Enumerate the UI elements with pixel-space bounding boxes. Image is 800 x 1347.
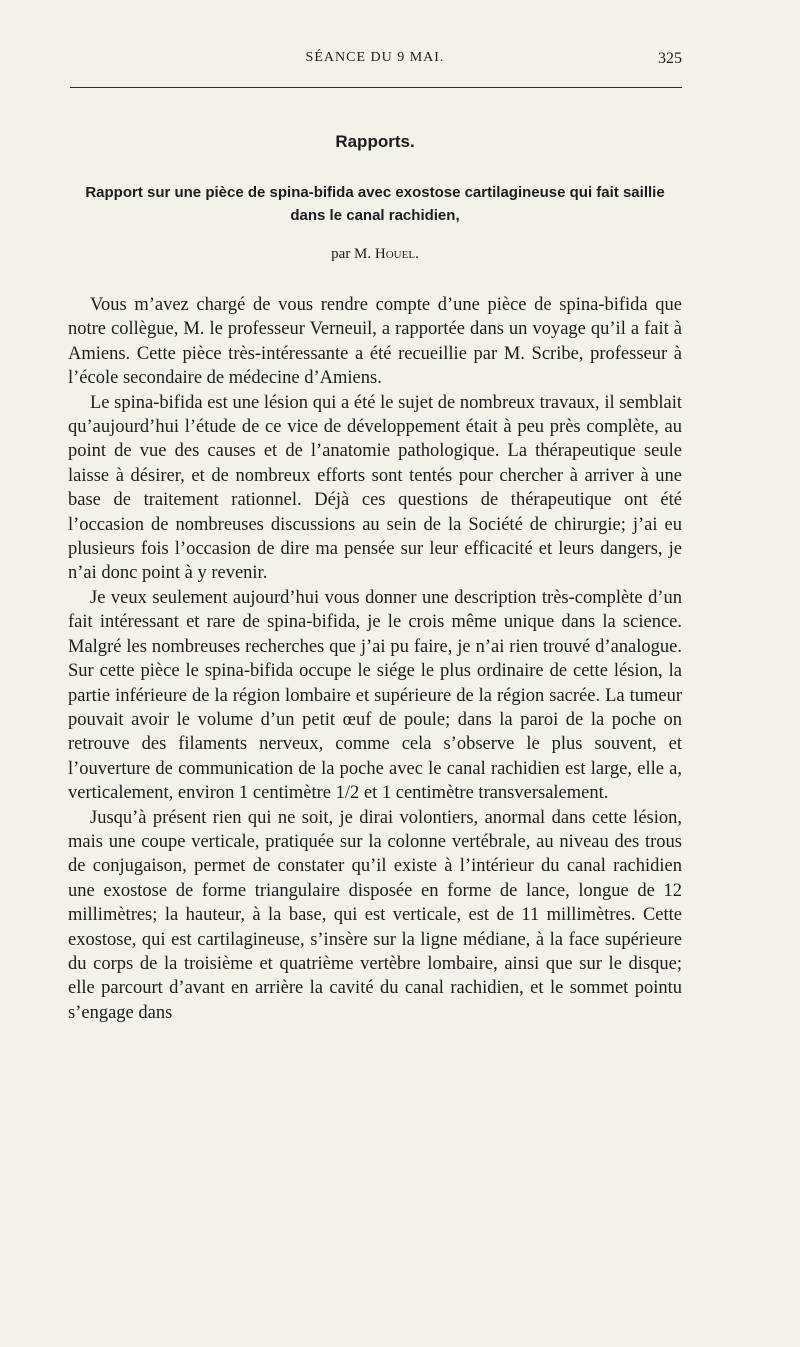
paragraph: Le spina-bifida est une lésion qui a été le sujet de nombreux travaux, il semblait qu’aujourd’hui l’étude de ce vice de développement était à peu près complète, au point de vue des causes et de l’anatomie pathologique. La thérapeutique seule laisse à désirer, et de nombreux efforts sont tentés pour chercher à arriver à une base de traitement rationnel. Déjà ces questions de thérapeutique ont été l’occasion de nombreuses discussions au sein de la Société de chirurgie; j’ai eu plusieurs fois l’occasion de dire ma pensée sur leur efficacité et leurs dangers, je n’ai donc point à y revenir. bbox=[68, 392, 682, 584]
section-title: Rapports. bbox=[335, 132, 415, 151]
running-header bbox=[68, 50, 682, 72]
header-rule bbox=[70, 87, 682, 88]
page-number: 325 bbox=[658, 50, 682, 67]
author-line bbox=[68, 246, 682, 263]
body-text bbox=[68, 293, 682, 1025]
paragraph: Vous m’avez chargé de vous rendre compte d’une pièce de spina-bifida que notre collègue, M. le professeur Verneuil, a rapportée dans un voyage qu’il a fait à Amiens. Cette pièce très-intéressante a été recueillie par M. Scribe, professeur à l’école secondaire de médecine d’Amiens. bbox=[68, 295, 682, 389]
running-title: SÉANCE DU 9 MAI. bbox=[305, 50, 445, 65]
author-prefix: par M. bbox=[331, 246, 372, 262]
report-title: Rapport sur une pièce de spina-bifida avec exostose cartilagineuse qui fait saillie dans le canal rachidien, bbox=[85, 184, 665, 224]
paragraph: Je veux seulement aujourd’hui vous donner une description très-complète d’un fait intéressant et rare de spina-bifida, je le crois même unique dans la science. Malgré les nombreuses recherches que j’ai pu faire, je n’ai rien trouvé d’analogue. Sur cette pièce le spina-bifida occupe le siége le plus ordinaire de cette lésion, la partie inférieure de la région lombaire et supérieure de la région sacrée. La tumeur pouvait avoir le volume d’un petit œuf de poule; dans la paroi de la poche on retrouve des filaments nerveux, comme cela s’observe le plus souvent, et l’ouverture de communication de la poche avec le canal rachidien est large, elle a, verticalement, environ 1 centimètre 1/2 et 1 centimètre transversalement. bbox=[68, 587, 682, 804]
author-name: Houel. bbox=[374, 246, 419, 262]
paragraph: Jusqu’à présent rien qui ne soit, je dirai volontiers, anormal dans cette lésion, mais une coupe verticale, pratiquée sur la colonne vertébrale, au niveau des trous de conjugaison, permet de constater qu’il existe à l’intérieur du canal rachidien une exostose de forme triangulaire disposée en forme de lance, longue de 12 millimètres; la hauteur, à la base, qui est verticale, est de 11 millimètres. Cette exostose, qui est cartilagineuse, s’insère sur la ligne médiane, à la face supérieure du corps de la troisième et quatrième vertèbre lombaire, ainsi que sur le disque; elle parcourt d’avant en arrière la cavité du canal rachidien, et le sommet pointu s’engage dans bbox=[68, 807, 682, 1023]
